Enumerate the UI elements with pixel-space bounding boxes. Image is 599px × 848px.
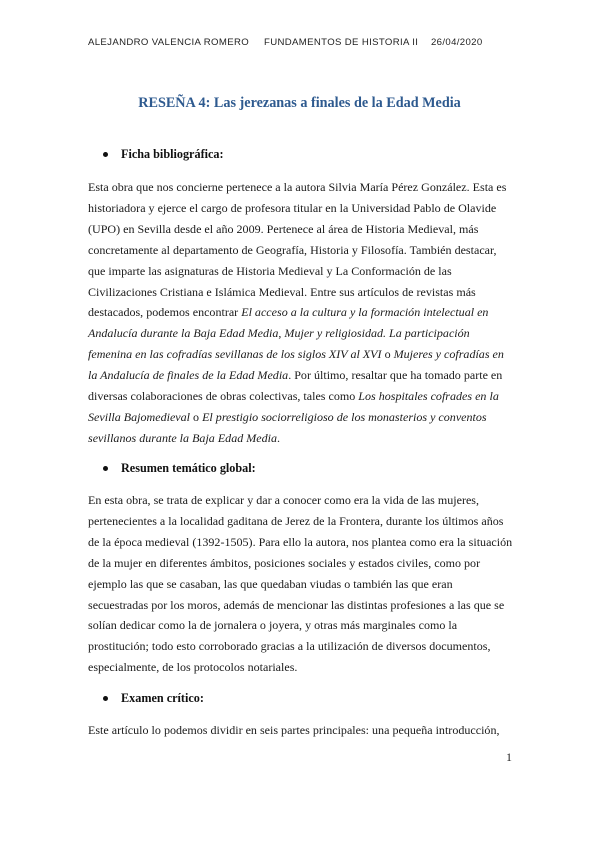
page-number: 1	[506, 750, 512, 764]
text-line	[88, 428, 518, 449]
text-line: En esta obra, se trata de explicar y dar a conocer como era la vida de las mujeres,	[88, 493, 480, 507]
text-line: prostitución; todo esto corroborado gracias a la utilización de diversos documentos,	[88, 639, 491, 654]
text-run: destacados, podemos encontrar	[88, 305, 242, 320]
text-run: diversas colaboraciones de obras colectivas, tales como	[88, 389, 359, 404]
bullet-icon	[103, 696, 108, 701]
italic-title: Sevilla Bajomedieval	[88, 409, 191, 424]
italic-title: El acceso a la cultura y la formación intelectual en	[241, 305, 489, 320]
section-heading-resumen	[103, 461, 256, 476]
text-line: (UPO) en Sevilla desde el año 2009. Pertenece al área de Historia Medieval, más	[88, 221, 479, 236]
text-line: historiadora y ejerce el cargo de profesora titular en la Universidad Pablo de Olavide	[88, 200, 497, 215]
text-line	[88, 407, 518, 428]
italic-title: Andalucía durante la Baja Edad Media	[88, 326, 279, 341]
italic-title: El prestigio sociorreligioso de los monasterios y conventos	[202, 409, 487, 424]
document-title: RESEÑA 4: Las jerezanas a finales de la Edad Media	[138, 95, 461, 111]
italic-title: Mujeres y cofradías en	[393, 347, 504, 362]
text-line	[88, 302, 518, 323]
text-line: especialmente, de los protocolos notariales.	[88, 660, 298, 675]
header-date: 26/04/2020	[431, 37, 483, 48]
header-course: FUNDAMENTOS DE HISTORIA II	[264, 37, 419, 48]
text-line: concretamente al departamento de Geografía, Historia y Filosofía. También destacar,	[88, 242, 497, 257]
text-line: Este artículo lo podemos dividir en seis partes principales: una pequeña introducción,	[88, 723, 500, 737]
paragraph-examen	[88, 720, 518, 741]
italic-title: sevillanos durante la Baja Edad Media	[88, 430, 278, 445]
text-line: solían dedicar como la de jornalera o joyera, y otras más marginales como la	[88, 618, 458, 633]
text-line	[88, 386, 518, 407]
paragraph-resumen	[88, 490, 518, 678]
text-line: Esta obra que nos concierne pertenece a la autora Silvia María Pérez González. Esta es	[88, 180, 507, 194]
text-line	[88, 344, 518, 365]
section-heading-text: Resumen temático global:	[121, 461, 256, 475]
bullet-icon	[103, 466, 108, 471]
section-heading-text: Examen crítico:	[121, 691, 204, 705]
italic-title: Mujer y religiosidad. La participación	[284, 326, 470, 341]
header-author: ALEJANDRO VALENCIA ROMERO	[88, 37, 250, 48]
bullet-icon	[103, 152, 108, 157]
text-line: de la época medieval (1392-1505). Para ello la autora, nos plantea como era la situación	[88, 534, 513, 549]
text-run: o	[190, 409, 203, 424]
text-line: de la mujer en diferentes ámbitos, posiciones sociales y estados civiles, como por	[88, 555, 481, 570]
text-line: ejemplo las que se casaban, las que quedaban viudas o también las que eran	[88, 576, 453, 591]
paragraph-ficha	[88, 177, 518, 449]
italic-title: femenina en las cofradías sevillanas de los siglos XIV al XVI	[88, 347, 382, 362]
text-line: secuestradas por los moros, además de mencionar las distintas profesiones a las que se	[88, 597, 505, 612]
section-heading-examen	[103, 691, 204, 706]
section-heading-ficha	[103, 147, 224, 162]
text-run: . Por último, resaltar que ha tomado parte en	[288, 368, 503, 383]
text-line: pertenecientes a la localidad gaditana de Jerez de la Frontera, durante los últimos años	[88, 513, 504, 528]
italic-title: Los hospitales cofrades en la	[358, 389, 499, 404]
text-line	[88, 365, 518, 386]
section-heading-text: Ficha bibliográfica:	[121, 147, 224, 161]
text-line: que imparte las asignaturas de Historia Medieval y La Conformación de las	[88, 263, 452, 278]
text-run: .	[277, 430, 281, 445]
text-run: o	[381, 347, 394, 362]
text-run: ,	[278, 326, 285, 341]
text-line	[88, 323, 518, 344]
text-line: Civilizaciones Cristiana e Islámica Medieval. Entre sus artículos de revistas más	[88, 284, 476, 299]
italic-title: la Andalucía de finales de la Edad Media	[88, 368, 289, 383]
